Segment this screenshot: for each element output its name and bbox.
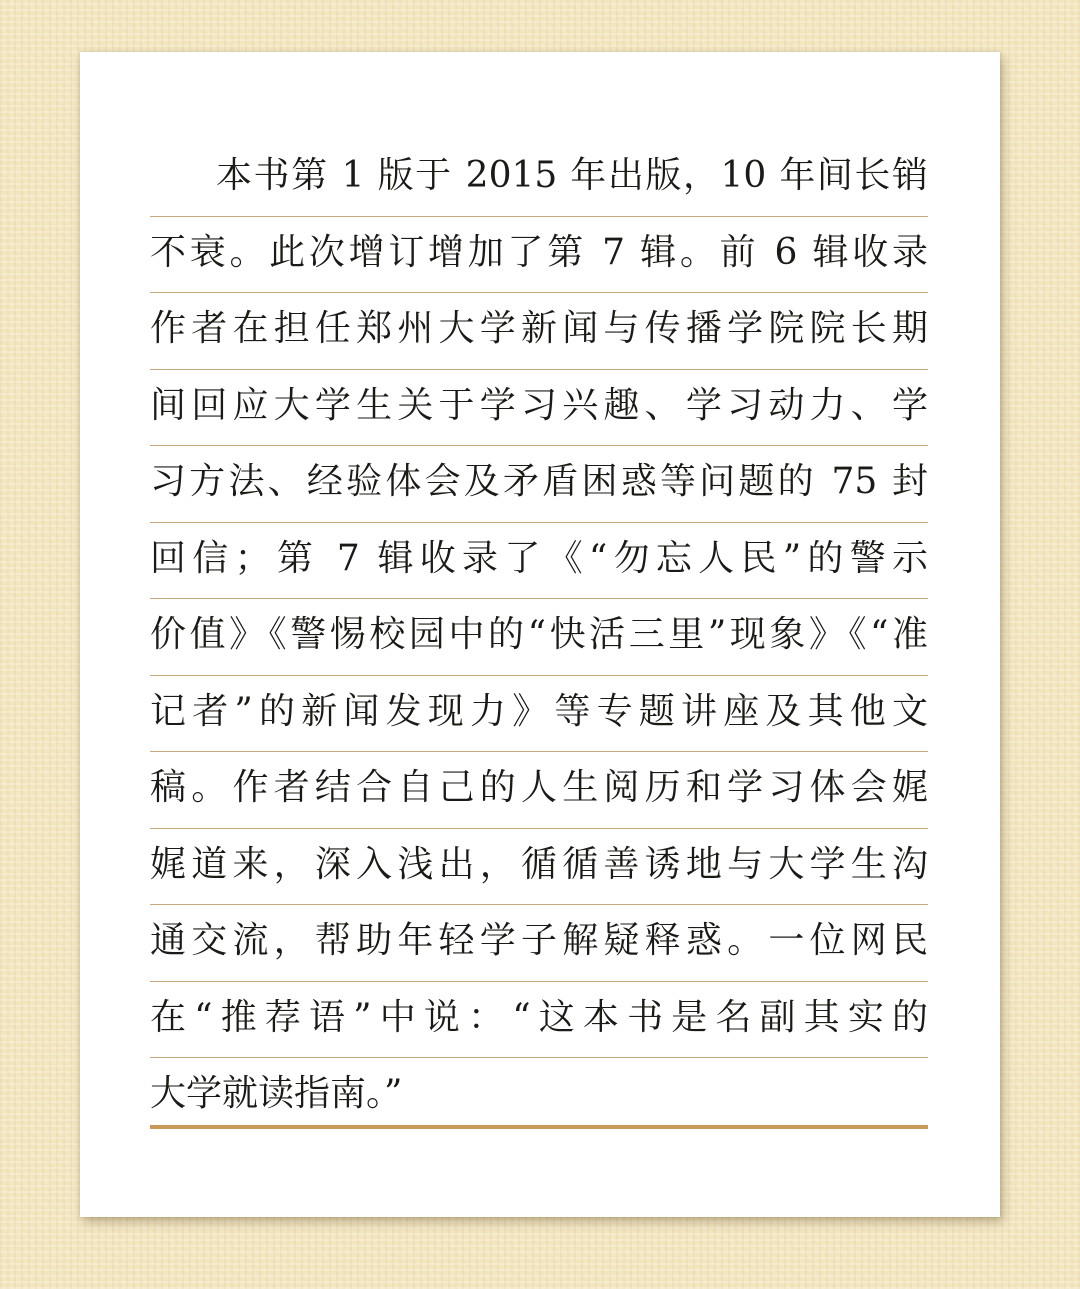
line-text: 价值》《警惕校园中的“快活三里”现象》《“准 xyxy=(150,614,928,655)
text-line xyxy=(150,982,928,1059)
text-line xyxy=(150,217,928,294)
text-line xyxy=(150,676,928,753)
line-text: 作者在担任郑州大学新闻与传播学院院长期 xyxy=(150,308,928,349)
paper-card xyxy=(80,52,1000,1217)
line-text: 大学就读指南。” xyxy=(150,1073,403,1114)
text-line xyxy=(150,1058,928,1135)
line-text: 不衰。此次增订增加了第 7 辑。前 6 辑收录 xyxy=(150,231,928,273)
text-line xyxy=(150,905,928,982)
text-line xyxy=(150,370,928,447)
text-line xyxy=(150,829,928,906)
text-line xyxy=(150,446,928,523)
line-text: 在“推荐语”中说：“这本书是名副其实的 xyxy=(150,996,928,1038)
line-text: 稿。作者结合自己的人生阅历和学习体会娓 xyxy=(150,767,928,808)
line-text: 习方法、经验体会及矛盾困惑等问题的 75 封 xyxy=(150,461,928,502)
line-text: 间回应大学生关于学习兴趣、学习动力、学 xyxy=(150,384,928,426)
line-text: 回信；第 7 辑收录了《“勿忘人民”的警示 xyxy=(150,537,928,579)
bottom-divider xyxy=(150,1125,928,1129)
text-line xyxy=(150,293,928,370)
line-text: 本书第 1 版于 2015 年出版，10 年间长销 xyxy=(216,155,928,196)
line-text: 通交流，帮助年轻学子解疑释惑。一位网民 xyxy=(150,920,928,961)
text-line xyxy=(150,523,928,600)
text-line xyxy=(150,140,928,217)
text-line xyxy=(150,599,928,676)
passage-text xyxy=(150,140,928,1135)
line-text: 记者”的新闻发现力》等专题讲座及其他文 xyxy=(150,690,928,732)
line-text: 娓道来，深入浅出，循循善诱地与大学生沟 xyxy=(150,843,928,885)
text-line xyxy=(150,752,928,829)
